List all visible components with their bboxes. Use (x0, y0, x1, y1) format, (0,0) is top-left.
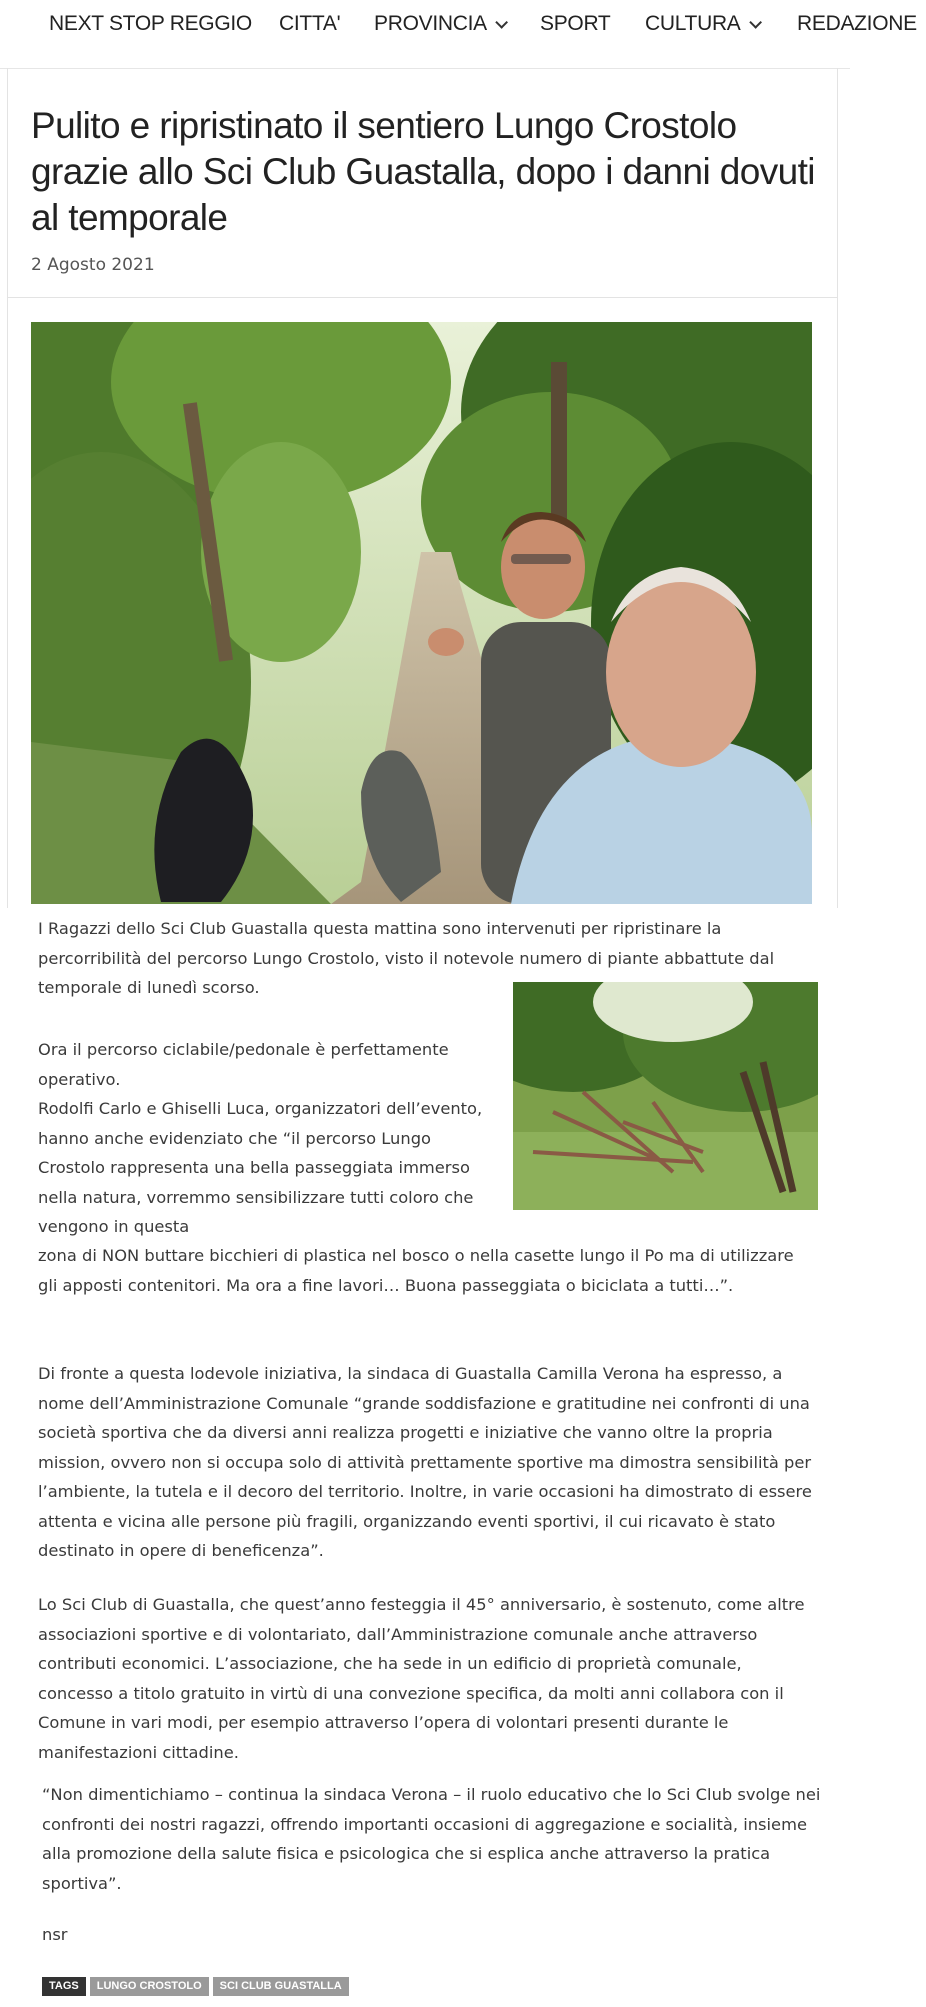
chevron-down-icon (749, 16, 762, 29)
article-quote: “Non dimentichiamo – continua la sindaca Verona – il ruolo educativo che lo Sci Club svolge nei confronti dei nostri ragazzi, offrendo importanti occasioni di aggregazione e socialità, insieme alla promozione della salute fisica e psicologica che si esplica anche attraverso la pratica sportiva”. (42, 1785, 821, 1893)
nav-label: SPORT (540, 12, 611, 35)
article-paragraph-2c: zona di NON buttare bicchieri di plastica nel bosco o nella casette lungo il Po ma di utilizzare gli apposti contenitori. Ma ora a fine lavori… Buona passeggiata o biciclata a tutti…”. (38, 1246, 794, 1295)
article-title: Pulito e ripristinato il sentiero Lungo Crostolo grazie allo Sci Club Guastalla, dopo i danni dovuti al temporale (31, 105, 815, 238)
tags-label: TAGS (42, 1977, 86, 1996)
article-date: 2 Agosto 2021 (31, 255, 155, 275)
nav-divider (0, 68, 850, 69)
tag-list (42, 1977, 349, 1996)
nav-item-cultura[interactable] (645, 12, 758, 36)
main-nav (0, 0, 926, 50)
article-paragraph-1: I Ragazzi dello Sci Club Guastalla questa mattina sono intervenuti per ripristinare la percorribilità del percorso Lungo Crostolo, visto il notevole numero di piante abbattute dal temporale di lunedì scorso. (38, 919, 775, 997)
article-paragraph-3: Di fronte a questa lodevole iniziativa, la sindaca di Guastalla Camilla Verona ha espresso, a nome dell’Amministrazione Comunale “grande soddisfazione e gratitudine nei confronti di una società sportiva che da diversi anni realizza progetti e iniziative che vanno oltre la propria mission, ovvero non si occupa solo di attività prettamente sportive ma dimostra sensibilità per l’ambiente, la tutela e il decoro del territorio. Inoltre, in varie occasioni ha dimostrato di essere attenta e vicina alle persone più fragili, organizzando eventi sportivi, il cui ricavato è stato destinato in opere di beneficenza”. (38, 1364, 812, 1560)
nav-item-next-stop-reggio[interactable] (49, 12, 252, 36)
nav-item-citta[interactable] (279, 12, 340, 36)
nav-item-sport[interactable] (540, 12, 610, 36)
nav-label: CULTURA (645, 12, 741, 35)
card-border-right (837, 68, 838, 908)
nav-label: CITTA' (279, 12, 341, 35)
article-paragraph-4: Lo Sci Club di Guastalla, che quest’anno festeggia il 45° anniversario, è sostenuto, come altre associazioni sportive e di volontariato, dall’Amministrazione comunale anche attraverso contributi economici. L’associazione, che ha sede in un edificio di proprietà comunale, concesso a titolo gratuito in virtù di una convezione specifica, da molti anni collabora con il Comune in vari modi, per esempio attraverso l’opera di volontari presenti durante le manifestazioni cittadine. (38, 1595, 805, 1762)
nav-label: REDAZIONE (797, 12, 917, 35)
nav-label: PROVINCIA (374, 12, 487, 35)
card-border-left (7, 68, 8, 908)
chevron-down-icon (495, 16, 508, 29)
article-paragraph-2a: Ora il percorso ciclabile/pedonale è perfettamente operativo. (38, 1040, 449, 1089)
article-main-photo (31, 322, 812, 904)
header-divider (7, 297, 838, 298)
tag-sci-club-guastalla[interactable]: SCI CLUB GUASTALLA (213, 1977, 349, 1996)
nav-item-redazione[interactable] (797, 12, 917, 36)
article-paragraph-2b: Rodolfi Carlo e Ghiselli Luca, organizzatori dell’evento, hanno anche evidenziato che “il percorso Lungo Crostolo rappresenta una bella passeggiata immerso nella natura, vorremmo sensibilizzare tutti coloro che vengono in questa (38, 1099, 483, 1236)
nav-label: NEXT STOP REGGIO (49, 12, 252, 35)
article-inline-photo (513, 982, 818, 1210)
nav-item-provincia[interactable] (374, 12, 504, 36)
tag-lungo-crostolo[interactable]: LUNGO CROSTOLO (90, 1977, 209, 1996)
article-signature: nsr (42, 1925, 68, 1944)
